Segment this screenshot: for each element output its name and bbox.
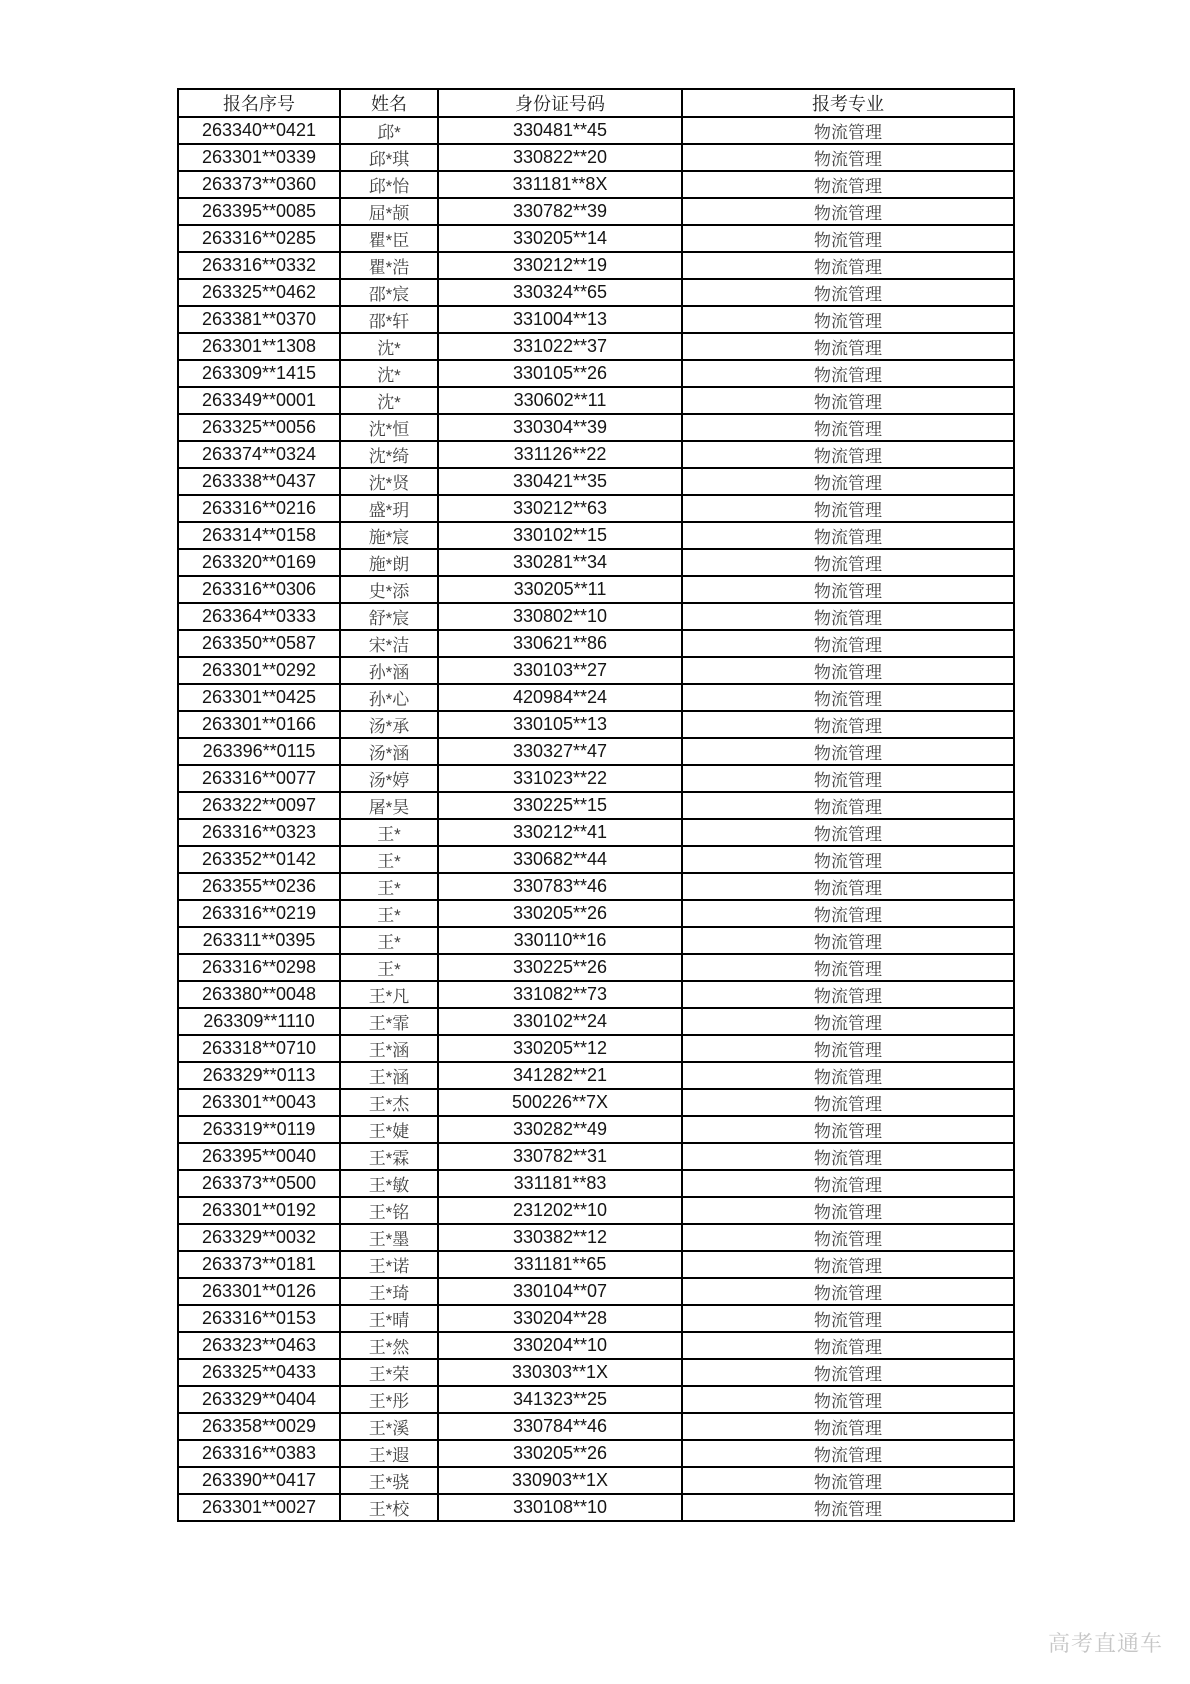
table-row xyxy=(178,846,1014,873)
table-row xyxy=(178,1305,1014,1332)
table-row xyxy=(178,468,1014,495)
cell-id-no: 330903**1X xyxy=(438,1467,682,1494)
cell-reg-no: 263325**0056 xyxy=(178,414,340,441)
cell-reg-no: 263316**0383 xyxy=(178,1440,340,1467)
table-row xyxy=(178,387,1014,414)
cell-reg-no: 263373**0360 xyxy=(178,171,340,198)
table-body xyxy=(178,117,1014,1521)
cell-name: 王*婕 xyxy=(340,1116,438,1143)
cell-reg-no: 263316**0332 xyxy=(178,252,340,279)
cell-name: 史*添 xyxy=(340,576,438,603)
cell-id-no: 330282**49 xyxy=(438,1116,682,1143)
cell-id-no: 330205**11 xyxy=(438,576,682,603)
table-row xyxy=(178,1359,1014,1386)
cell-id-no: 330304**39 xyxy=(438,414,682,441)
cell-name: 王*遐 xyxy=(340,1440,438,1467)
table-row xyxy=(178,954,1014,981)
cell-reg-no: 263316**0306 xyxy=(178,576,340,603)
cell-id-no: 330205**26 xyxy=(438,1440,682,1467)
cell-major: 物流管理 xyxy=(682,630,1014,657)
cell-major: 物流管理 xyxy=(682,738,1014,765)
cell-name: 王*荣 xyxy=(340,1359,438,1386)
table-row xyxy=(178,1197,1014,1224)
cell-major: 物流管理 xyxy=(682,684,1014,711)
cell-id-no: 331181**8X xyxy=(438,171,682,198)
cell-name: 施*宸 xyxy=(340,522,438,549)
table-row xyxy=(178,279,1014,306)
cell-reg-no: 263301**0126 xyxy=(178,1278,340,1305)
cell-reg-no: 263309**1110 xyxy=(178,1008,340,1035)
cell-name: 王*诺 xyxy=(340,1251,438,1278)
table-row xyxy=(178,1440,1014,1467)
cell-major: 物流管理 xyxy=(682,846,1014,873)
cell-id-no: 330102**15 xyxy=(438,522,682,549)
cell-id-no: 500226**7X xyxy=(438,1089,682,1116)
cell-major: 物流管理 xyxy=(682,414,1014,441)
table-row xyxy=(178,1332,1014,1359)
cell-id-no: 330225**15 xyxy=(438,792,682,819)
cell-id-no: 330382**12 xyxy=(438,1224,682,1251)
cell-name: 王*骁 xyxy=(340,1467,438,1494)
cell-reg-no: 263314**0158 xyxy=(178,522,340,549)
cell-reg-no: 263319**0119 xyxy=(178,1116,340,1143)
cell-name: 王*涵 xyxy=(340,1062,438,1089)
cell-id-no: 330102**24 xyxy=(438,1008,682,1035)
cell-major: 物流管理 xyxy=(682,1143,1014,1170)
cell-id-no: 330682**44 xyxy=(438,846,682,873)
cell-major: 物流管理 xyxy=(682,306,1014,333)
table-row xyxy=(178,684,1014,711)
cell-major: 物流管理 xyxy=(682,1008,1014,1035)
cell-reg-no: 263395**0040 xyxy=(178,1143,340,1170)
cell-major: 物流管理 xyxy=(682,1386,1014,1413)
cell-id-no: 331023**22 xyxy=(438,765,682,792)
cell-id-no: 330421**35 xyxy=(438,468,682,495)
cell-reg-no: 263396**0115 xyxy=(178,738,340,765)
cell-reg-no: 263311**0395 xyxy=(178,927,340,954)
cell-major: 物流管理 xyxy=(682,1278,1014,1305)
table-row xyxy=(178,981,1014,1008)
table-row xyxy=(178,900,1014,927)
cell-id-no: 330204**10 xyxy=(438,1332,682,1359)
cell-id-no: 331004**13 xyxy=(438,306,682,333)
cell-name: 邱* xyxy=(340,117,438,144)
table-row xyxy=(178,333,1014,360)
cell-major: 物流管理 xyxy=(682,1116,1014,1143)
cell-name: 王*校 xyxy=(340,1494,438,1521)
cell-major: 物流管理 xyxy=(682,954,1014,981)
cell-major: 物流管理 xyxy=(682,819,1014,846)
cell-id-no: 231202**10 xyxy=(438,1197,682,1224)
cell-name: 王* xyxy=(340,900,438,927)
cell-major: 物流管理 xyxy=(682,522,1014,549)
cell-id-no: 330204**28 xyxy=(438,1305,682,1332)
cell-reg-no: 263322**0097 xyxy=(178,792,340,819)
cell-name: 王*铭 xyxy=(340,1197,438,1224)
cell-name: 邱*怡 xyxy=(340,171,438,198)
cell-id-no: 330327**47 xyxy=(438,738,682,765)
cell-name: 王* xyxy=(340,927,438,954)
cell-name: 孙*涵 xyxy=(340,657,438,684)
cell-name: 王*琦 xyxy=(340,1278,438,1305)
table-row xyxy=(178,1413,1014,1440)
cell-reg-no: 263373**0500 xyxy=(178,1170,340,1197)
cell-id-no: 331022**37 xyxy=(438,333,682,360)
table-row xyxy=(178,576,1014,603)
cell-reg-no: 263309**1415 xyxy=(178,360,340,387)
cell-id-no: 330110**16 xyxy=(438,927,682,954)
cell-name: 王*涵 xyxy=(340,1035,438,1062)
cell-name: 王* xyxy=(340,846,438,873)
cell-id-no: 330104**07 xyxy=(438,1278,682,1305)
cell-major: 物流管理 xyxy=(682,657,1014,684)
cell-id-no: 330105**26 xyxy=(438,360,682,387)
cell-name: 瞿*浩 xyxy=(340,252,438,279)
cell-reg-no: 263318**0710 xyxy=(178,1035,340,1062)
cell-id-no: 331181**65 xyxy=(438,1251,682,1278)
col-header-reg-no: 报名序号 xyxy=(178,89,340,117)
cell-reg-no: 263316**0323 xyxy=(178,819,340,846)
cell-name: 邱*琪 xyxy=(340,144,438,171)
cell-major: 物流管理 xyxy=(682,1251,1014,1278)
cell-reg-no: 263374**0324 xyxy=(178,441,340,468)
cell-name: 邵*宸 xyxy=(340,279,438,306)
cell-name: 瞿*臣 xyxy=(340,225,438,252)
cell-reg-no: 263364**0333 xyxy=(178,603,340,630)
cell-id-no: 330822**20 xyxy=(438,144,682,171)
cell-reg-no: 263352**0142 xyxy=(178,846,340,873)
table-row xyxy=(178,360,1014,387)
table-row xyxy=(178,144,1014,171)
table-row xyxy=(178,1089,1014,1116)
cell-reg-no: 263349**0001 xyxy=(178,387,340,414)
cell-id-no: 330602**11 xyxy=(438,387,682,414)
cell-reg-no: 263380**0048 xyxy=(178,981,340,1008)
cell-id-no: 330802**10 xyxy=(438,603,682,630)
table-row xyxy=(178,198,1014,225)
cell-name: 沈*贤 xyxy=(340,468,438,495)
cell-name: 宋*洁 xyxy=(340,630,438,657)
cell-name: 屠*昊 xyxy=(340,792,438,819)
table-row xyxy=(178,1278,1014,1305)
cell-major: 物流管理 xyxy=(682,1062,1014,1089)
col-header-id-no: 身份证号码 xyxy=(438,89,682,117)
cell-reg-no: 263301**0166 xyxy=(178,711,340,738)
cell-name: 汤*涵 xyxy=(340,738,438,765)
cell-major: 物流管理 xyxy=(682,711,1014,738)
table-row xyxy=(178,765,1014,792)
col-header-major: 报考专业 xyxy=(682,89,1014,117)
cell-reg-no: 263325**0433 xyxy=(178,1359,340,1386)
cell-name: 屈*颉 xyxy=(340,198,438,225)
table-row xyxy=(178,1224,1014,1251)
cell-name: 沈*绮 xyxy=(340,441,438,468)
cell-major: 物流管理 xyxy=(682,1224,1014,1251)
cell-major: 物流管理 xyxy=(682,1305,1014,1332)
table-row xyxy=(178,927,1014,954)
cell-name: 孙*心 xyxy=(340,684,438,711)
cell-reg-no: 263320**0169 xyxy=(178,549,340,576)
cell-name: 沈*恒 xyxy=(340,414,438,441)
table-header-row xyxy=(178,89,1014,117)
cell-reg-no: 263316**0298 xyxy=(178,954,340,981)
table-row xyxy=(178,306,1014,333)
cell-reg-no: 263316**0285 xyxy=(178,225,340,252)
cell-major: 物流管理 xyxy=(682,1197,1014,1224)
cell-reg-no: 263301**0027 xyxy=(178,1494,340,1521)
cell-major: 物流管理 xyxy=(682,144,1014,171)
cell-id-no: 330784**46 xyxy=(438,1413,682,1440)
cell-id-no: 420984**24 xyxy=(438,684,682,711)
cell-name: 汤*婷 xyxy=(340,765,438,792)
cell-major: 物流管理 xyxy=(682,603,1014,630)
cell-name: 王*杰 xyxy=(340,1089,438,1116)
table-row xyxy=(178,711,1014,738)
cell-major: 物流管理 xyxy=(682,1440,1014,1467)
table-row xyxy=(178,495,1014,522)
table-row xyxy=(178,1062,1014,1089)
cell-id-no: 331126**22 xyxy=(438,441,682,468)
cell-reg-no: 263301**1308 xyxy=(178,333,340,360)
cell-reg-no: 263338**0437 xyxy=(178,468,340,495)
cell-major: 物流管理 xyxy=(682,1413,1014,1440)
cell-name: 王*彤 xyxy=(340,1386,438,1413)
cell-major: 物流管理 xyxy=(682,576,1014,603)
table-row xyxy=(178,549,1014,576)
cell-reg-no: 263329**0113 xyxy=(178,1062,340,1089)
table-row xyxy=(178,1170,1014,1197)
cell-id-no: 330303**1X xyxy=(438,1359,682,1386)
cell-reg-no: 263350**0587 xyxy=(178,630,340,657)
cell-reg-no: 263355**0236 xyxy=(178,873,340,900)
cell-reg-no: 263301**0043 xyxy=(178,1089,340,1116)
cell-name: 王*霏 xyxy=(340,1008,438,1035)
cell-id-no: 330782**31 xyxy=(438,1143,682,1170)
cell-id-no: 330281**34 xyxy=(438,549,682,576)
cell-name: 沈* xyxy=(340,360,438,387)
cell-id-no: 330783**46 xyxy=(438,873,682,900)
cell-major: 物流管理 xyxy=(682,117,1014,144)
table-row xyxy=(178,1116,1014,1143)
cell-name: 汤*承 xyxy=(340,711,438,738)
table-row xyxy=(178,1035,1014,1062)
cell-reg-no: 263329**0032 xyxy=(178,1224,340,1251)
cell-name: 王*晴 xyxy=(340,1305,438,1332)
cell-major: 物流管理 xyxy=(682,1035,1014,1062)
watermark-text: 高考直通车 xyxy=(1047,1631,1163,1656)
cell-id-no: 341282**21 xyxy=(438,1062,682,1089)
table-row xyxy=(178,1008,1014,1035)
cell-id-no: 330205**14 xyxy=(438,225,682,252)
cell-reg-no: 263301**0292 xyxy=(178,657,340,684)
cell-id-no: 330212**41 xyxy=(438,819,682,846)
cell-major: 物流管理 xyxy=(682,873,1014,900)
cell-major: 物流管理 xyxy=(682,333,1014,360)
cell-id-no: 341323**25 xyxy=(438,1386,682,1413)
table-row xyxy=(178,1494,1014,1521)
cell-reg-no: 263325**0462 xyxy=(178,279,340,306)
table-row xyxy=(178,792,1014,819)
cell-major: 物流管理 xyxy=(682,495,1014,522)
table-row xyxy=(178,657,1014,684)
cell-id-no: 330205**12 xyxy=(438,1035,682,1062)
cell-name: 王*凡 xyxy=(340,981,438,1008)
cell-major: 物流管理 xyxy=(682,765,1014,792)
table-row xyxy=(178,225,1014,252)
cell-name: 王* xyxy=(340,819,438,846)
cell-major: 物流管理 xyxy=(682,252,1014,279)
cell-reg-no: 263316**0216 xyxy=(178,495,340,522)
cell-id-no: 330212**63 xyxy=(438,495,682,522)
cell-name: 王* xyxy=(340,873,438,900)
cell-id-no: 331181**83 xyxy=(438,1170,682,1197)
cell-name: 王*敏 xyxy=(340,1170,438,1197)
cell-reg-no: 263316**0153 xyxy=(178,1305,340,1332)
table-row xyxy=(178,738,1014,765)
table-row xyxy=(178,414,1014,441)
cell-name: 舒*宸 xyxy=(340,603,438,630)
cell-major: 物流管理 xyxy=(682,468,1014,495)
table-row xyxy=(178,1143,1014,1170)
table-row xyxy=(178,1467,1014,1494)
cell-id-no: 331082**73 xyxy=(438,981,682,1008)
cell-major: 物流管理 xyxy=(682,441,1014,468)
cell-id-no: 330782**39 xyxy=(438,198,682,225)
cell-id-no: 330205**26 xyxy=(438,900,682,927)
cell-reg-no: 263340**0421 xyxy=(178,117,340,144)
cell-reg-no: 263301**0192 xyxy=(178,1197,340,1224)
cell-major: 物流管理 xyxy=(682,1467,1014,1494)
cell-id-no: 330225**26 xyxy=(438,954,682,981)
cell-reg-no: 263395**0085 xyxy=(178,198,340,225)
cell-name: 施*朗 xyxy=(340,549,438,576)
table-row xyxy=(178,252,1014,279)
cell-name: 王*溪 xyxy=(340,1413,438,1440)
cell-major: 物流管理 xyxy=(682,1359,1014,1386)
cell-reg-no: 263329**0404 xyxy=(178,1386,340,1413)
cell-name: 沈* xyxy=(340,387,438,414)
cell-reg-no: 263323**0463 xyxy=(178,1332,340,1359)
cell-major: 物流管理 xyxy=(682,198,1014,225)
cell-name: 王*墨 xyxy=(340,1224,438,1251)
cell-major: 物流管理 xyxy=(682,549,1014,576)
table-row xyxy=(178,630,1014,657)
cell-name: 邵*轩 xyxy=(340,306,438,333)
table-row xyxy=(178,441,1014,468)
cell-major: 物流管理 xyxy=(682,279,1014,306)
cell-reg-no: 263316**0077 xyxy=(178,765,340,792)
table-row xyxy=(178,819,1014,846)
cell-reg-no: 263381**0370 xyxy=(178,306,340,333)
cell-reg-no: 263301**0425 xyxy=(178,684,340,711)
cell-major: 物流管理 xyxy=(682,387,1014,414)
cell-major: 物流管理 xyxy=(682,981,1014,1008)
table-row xyxy=(178,522,1014,549)
cell-major: 物流管理 xyxy=(682,1494,1014,1521)
registration-table xyxy=(177,88,1015,1522)
cell-name: 王*霖 xyxy=(340,1143,438,1170)
cell-name: 王*然 xyxy=(340,1332,438,1359)
cell-reg-no: 263316**0219 xyxy=(178,900,340,927)
table-row xyxy=(178,117,1014,144)
cell-id-no: 330212**19 xyxy=(438,252,682,279)
cell-id-no: 330105**13 xyxy=(438,711,682,738)
table-row xyxy=(178,1251,1014,1278)
table-row xyxy=(178,603,1014,630)
cell-major: 物流管理 xyxy=(682,171,1014,198)
table-row xyxy=(178,873,1014,900)
cell-id-no: 330108**10 xyxy=(438,1494,682,1521)
cell-reg-no: 263390**0417 xyxy=(178,1467,340,1494)
cell-major: 物流管理 xyxy=(682,1170,1014,1197)
cell-major: 物流管理 xyxy=(682,1332,1014,1359)
cell-name: 盛*玥 xyxy=(340,495,438,522)
table-row xyxy=(178,171,1014,198)
cell-reg-no: 263358**0029 xyxy=(178,1413,340,1440)
cell-name: 沈* xyxy=(340,333,438,360)
cell-id-no: 330103**27 xyxy=(438,657,682,684)
cell-id-no: 330621**86 xyxy=(438,630,682,657)
cell-name: 王* xyxy=(340,954,438,981)
cell-reg-no: 263301**0339 xyxy=(178,144,340,171)
cell-major: 物流管理 xyxy=(682,1089,1014,1116)
cell-id-no: 330481**45 xyxy=(438,117,682,144)
col-header-name: 姓名 xyxy=(340,89,438,117)
cell-major: 物流管理 xyxy=(682,927,1014,954)
table-row xyxy=(178,1386,1014,1413)
cell-reg-no: 263373**0181 xyxy=(178,1251,340,1278)
cell-major: 物流管理 xyxy=(682,360,1014,387)
cell-id-no: 330324**65 xyxy=(438,279,682,306)
cell-major: 物流管理 xyxy=(682,225,1014,252)
cell-major: 物流管理 xyxy=(682,792,1014,819)
cell-major: 物流管理 xyxy=(682,900,1014,927)
